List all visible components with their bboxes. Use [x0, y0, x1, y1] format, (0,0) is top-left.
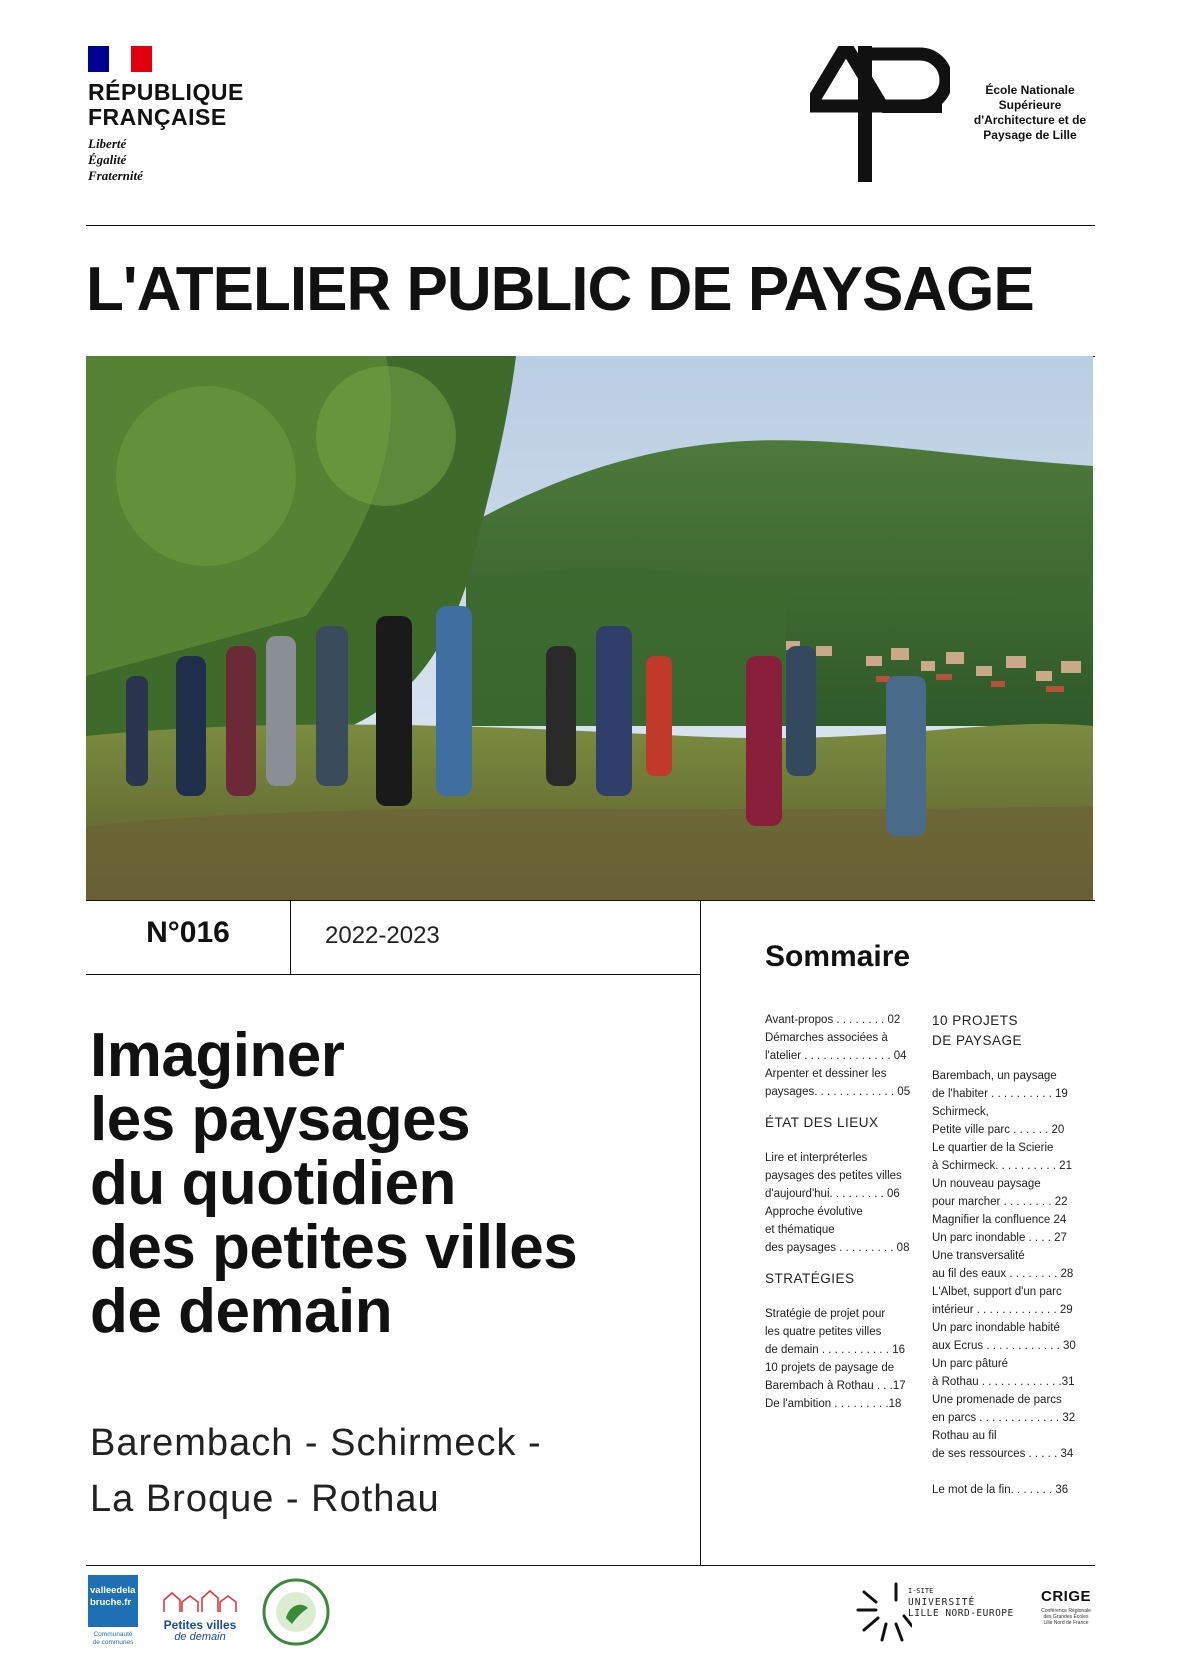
toc-item[interactable]: Un parc pâturé	[932, 1358, 1009, 1370]
univ-line3: LILLE NORD-EUROPE	[908, 1608, 1014, 1619]
toc-item[interactable]: Rothau au fil	[932, 1430, 997, 1442]
toc-item[interactable]: paysages. . . . . . . . . . . . . 05	[765, 1086, 911, 1098]
toc-item[interactable]: les quatre petites villes	[765, 1326, 882, 1338]
toc-item[interactable]: de ses ressources . . . . . 34	[932, 1448, 1074, 1460]
toc-item[interactable]: de demain . . . . . . . . . . . 16	[765, 1344, 905, 1356]
toc-item[interactable]: Démarches associées à	[765, 1032, 888, 1044]
republic-line2: FRANÇAISE	[88, 104, 227, 130]
toc-item[interactable]: Schirmeck,	[932, 1106, 989, 1118]
toc-item[interactable]: d'aujourd'hui. . . . . . . . . 06	[765, 1188, 900, 1200]
headline-line2: les paysages	[90, 1085, 471, 1154]
toc-column-2	[932, 1011, 1082, 1499]
crge-sub1: Conférence Régionale	[1041, 1608, 1091, 1614]
school-line3: d'Architecture et de	[973, 113, 1087, 127]
headline-line4: des petites villes	[90, 1213, 578, 1282]
crge-logo	[1038, 1586, 1094, 1646]
issue-divider	[86, 974, 700, 975]
republique-francaise-logo	[88, 80, 244, 130]
ensapl-logo-icon	[810, 46, 950, 182]
toc-item[interactable]: Un parc inondable habité	[932, 1322, 1060, 1334]
headline-line1: Imaginer	[90, 1021, 345, 1090]
toc-item[interactable]: Barembach, un paysage	[932, 1070, 1057, 1082]
marianne-flag-icon	[88, 46, 152, 72]
toc-item[interactable]: Lire et interpréterles	[765, 1152, 868, 1164]
header-divider	[86, 225, 1095, 226]
toc-item[interactable]: l'atelier . . . . . . . . . . . . . . 04	[765, 1050, 907, 1062]
toc-section-projets: 10 PROJETS	[932, 1013, 1019, 1028]
toc-item[interactable]: paysages des petites villes	[765, 1170, 902, 1182]
vallee-line4: de communes	[92, 1639, 134, 1646]
rooftops-icon	[158, 1588, 242, 1614]
towns-subtitle	[90, 1415, 542, 1527]
towns-line2: La Broque - Rothau	[90, 1478, 440, 1520]
vallee-line2: bruche.fr	[90, 1597, 132, 1608]
toc-item[interactable]: à Schirmeck. . . . . . . . . . 21	[932, 1160, 1072, 1172]
toc-section-projets-2: DE PAYSAGE	[932, 1033, 1023, 1048]
republic-line1: RÉPUBLIQUE	[88, 79, 244, 105]
headline-line3: du quotidien	[90, 1149, 456, 1218]
toc-section-strategies: STRATÉGIES	[765, 1271, 855, 1286]
vallee-line3: Communauté	[93, 1631, 133, 1638]
toc-item[interactable]: et thématique	[765, 1224, 835, 1236]
cover-photo	[86, 356, 1093, 900]
toc-item[interactable]: en parcs . . . . . . . . . . . . . 32	[932, 1412, 1076, 1424]
toc-item[interactable]: Avant-propos . . . . . . . . 02	[765, 1014, 901, 1026]
starburst-icon	[856, 1580, 912, 1644]
toc-item[interactable]: 10 projets de paysage de	[765, 1362, 895, 1374]
toc-item[interactable]: Barembach à Rothau . . .17	[765, 1380, 906, 1392]
issue-separator	[290, 901, 291, 974]
toc-item[interactable]: Approche évolutive	[765, 1206, 863, 1218]
toc-item[interactable]: Le mot de la fin. . . . . . . 36	[932, 1484, 1069, 1496]
motto-egalite: Égalité	[88, 152, 127, 167]
toc-item[interactable]: Une promenade de parcs	[932, 1394, 1062, 1406]
pvd-line2: de demain	[174, 1631, 226, 1643]
page-title: L'ATELIER PUBLIC DE PAYSAGE	[86, 255, 1034, 324]
motto-liberte: Liberté	[88, 136, 127, 151]
toc-item[interactable]: de l'habiter . . . . . . . . . . 19	[932, 1088, 1068, 1100]
ensapl-name	[955, 83, 1105, 143]
headline-line5: de demain	[90, 1277, 393, 1346]
republic-motto	[88, 136, 143, 184]
crge-sub3: Lille Nord de France	[1043, 1620, 1089, 1626]
crge-sub2: des Grandes Écoles	[1043, 1614, 1089, 1620]
univ-line1: I-SITE	[908, 1587, 934, 1595]
column-separator	[700, 901, 701, 1565]
toc-item[interactable]: Le quartier de la Scierie	[932, 1142, 1054, 1154]
vallee-bruche-logo	[88, 1575, 138, 1651]
school-line4: Paysage de Lille	[983, 128, 1077, 142]
school-line2: Supérieure	[998, 98, 1062, 112]
photo-bottom-divider	[86, 900, 1095, 901]
toc-item[interactable]: pour marcher . . . . . . . . 22	[932, 1196, 1068, 1208]
toc-item[interactable]: au fil des eaux . . . . . . . . 28	[932, 1268, 1074, 1280]
toc-item[interactable]: Petite ville parc . . . . . . 20	[932, 1124, 1065, 1136]
toc-item[interactable]: aux Ecrus . . . . . . . . . . . . 30	[932, 1340, 1076, 1352]
toc-item[interactable]: à Rothau . . . . . . . . . . . . .31	[932, 1376, 1075, 1388]
pvd-line1: Petites villes	[163, 1618, 237, 1632]
issue-number: N°016	[146, 916, 230, 949]
towns-line1: Barembach - Schirmeck -	[90, 1422, 542, 1464]
toc-item[interactable]: Une transversalité	[932, 1250, 1025, 1262]
issue-year: 2022-2023	[325, 922, 440, 949]
toc-item[interactable]: Un parc inondable . . . . 27	[932, 1232, 1067, 1244]
school-line1: École Nationale	[985, 83, 1075, 97]
toc-item[interactable]: De l'ambition . . . . . . . . .18	[765, 1398, 902, 1410]
toc-item[interactable]: des paysages . . . . . . . . . 08	[765, 1242, 910, 1254]
headline	[90, 1021, 578, 1346]
toc-item[interactable]: Stratégie de projet pour	[765, 1308, 886, 1320]
capitale-biodiversite-logo	[262, 1578, 330, 1646]
vallee-line1: valleedela	[90, 1585, 136, 1596]
toc-item[interactable]: intérieur . . . . . . . . . . . . . 29	[932, 1304, 1073, 1316]
isite-universite-lille-logo	[856, 1580, 1016, 1644]
crge-name: CRIGE	[1040, 1588, 1091, 1605]
toc-item[interactable]: Un nouveau paysage	[932, 1178, 1041, 1190]
footer-divider	[86, 1565, 1095, 1566]
toc-item[interactable]: L'Albet, support d'un parc	[932, 1286, 1062, 1298]
petites-villes-de-demain-logo	[158, 1588, 242, 1644]
biodiversity-seal-icon	[262, 1578, 330, 1646]
toc-column-1	[765, 1011, 915, 1413]
sommaire-title: Sommaire	[765, 940, 911, 973]
motto-fraternite: Fraternité	[88, 168, 143, 183]
toc-item[interactable]: Magnifier la confluence 24	[932, 1214, 1067, 1226]
toc-item[interactable]: Arpenter et dessiner les	[765, 1068, 887, 1080]
toc-section-etat: ÉTAT DES LIEUX	[765, 1115, 879, 1130]
univ-line2: UNIVERSITÉ	[908, 1597, 976, 1608]
